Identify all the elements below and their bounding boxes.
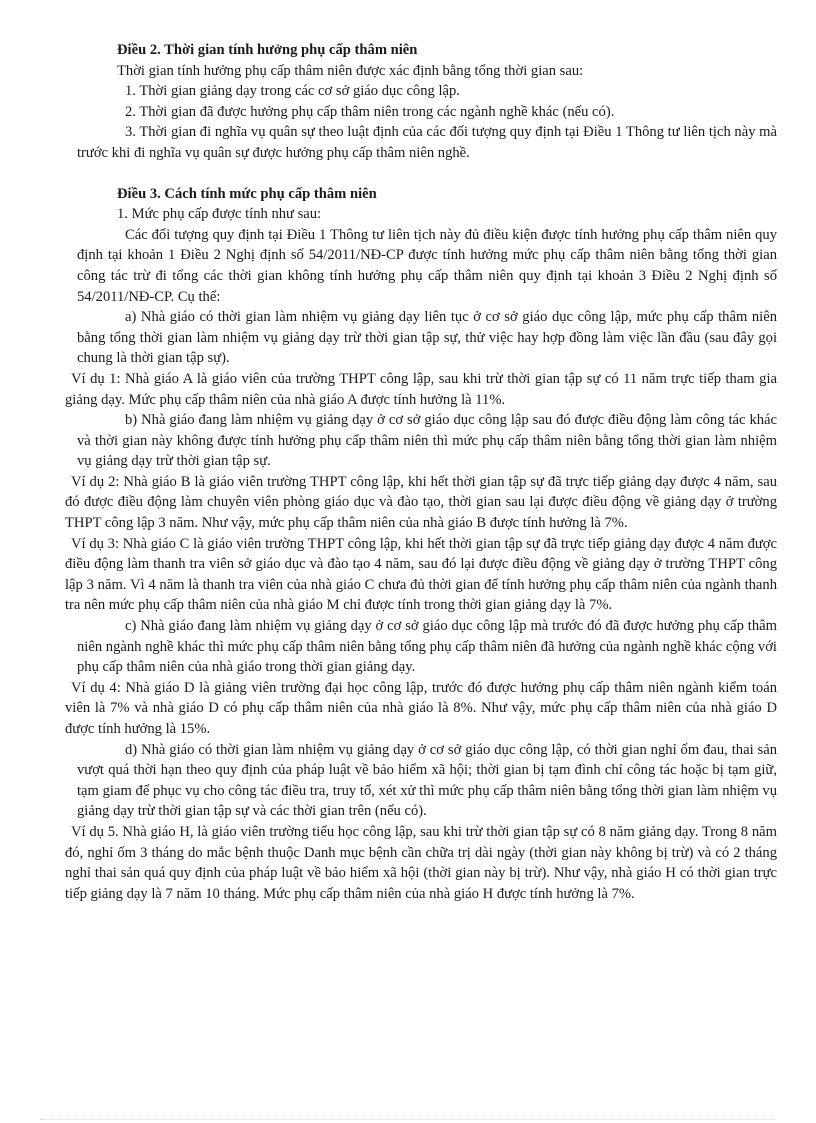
article-3-point-d: d) Nhà giáo có thời gian làm nhiệm vụ giảng dạy ở cơ sở giáo dục công lập, có thời gian nghỉ ốm đau, thai sản vượt quá thời hạn theo quy định của pháp luật về bảo hiểm xã hội; thời gian bị tạm đình chỉ công tác hoặc bị tạm giữ, tạm giam để phục vụ cho công tác điều tra, truy tố, xét xử thì mức phụ cấp thâm niên bằng tổng thời gian làm nhiệm vụ giảng dạy trừ thời gian tập sự và các thời gian trên (nếu có). <box>77 741 777 820</box>
article-2-heading: Điều 2. Thời gian tính hưởng phụ cấp thâm niên <box>117 42 418 58</box>
page-bottom-divider <box>40 1119 776 1120</box>
example-4: Ví dụ 4: Nhà giáo D là giảng viên trường đại học công lập, trước đó được hưởng phụ cấp thâm niên ngành kiểm toán viên là 7% và nhà giáo D có phụ cấp thâm niên của nhà giáo là 8%. Như vậy, mức phụ cấp thâm niên của nhà giáo D được tính hưởng là 15%. <box>65 679 777 737</box>
example-2: Ví dụ 2: Nhà giáo B là giáo viên trường THPT công lập, khi hết thời gian tập sự đã trực tiếp giảng dạy được 4 năm, sau đó được điều động làm chuyên viên phòng giáo dục và đào tạo, thời gian sau lại được điều động về giảng dạy ở trường THPT công lập 3 năm. Như vậy, mức phụ cấp thâm niên của nhà giáo B được tính hưởng là 7%. <box>65 473 777 532</box>
article-2-item-1: 1. Thời gian giảng dạy trong các cơ sở giáo dục công lập. <box>125 83 460 100</box>
article-3-general-rule: Các đối tượng quy định tại Điều 1 Thông tư liên tịch này đủ điều kiện được tính hưởng phụ cấp thâm niên quy định tại khoản 1 Điều 2 Nghị định số 54/2011/NĐ-CP được tính hưởng mức phụ cấp thâm niên bằng tổng thời gian công tác trừ đi tổng các thời gian không tính hưởng phụ cấp thâm niên quy định tại khoản 3 Điều 2 Nghị định số 54/2011/NĐ-CP. Cụ thể: <box>77 226 777 305</box>
article-2-intro: Thời gian tính hưởng phụ cấp thâm niên được xác định bằng tổng thời gian sau: <box>117 62 584 79</box>
article-3-point-a: a) Nhà giáo có thời gian làm nhiệm vụ giảng dạy liên tục ở cơ sở giáo dục công lập, mức phụ cấp thâm niên bằng tổng thời gian làm nhiệm vụ giảng dạy trừ thời gian tập sự, thử việc hay hợp đồng làm việc lần đầu (sau đây gọi chung là thời gian tập sự). <box>77 309 777 367</box>
article-2-item-3: 3. Thời gian đi nghĩa vụ quân sự theo luật định của các đối tượng quy định tại Điều 1 Thông tư liên tịch này mà trước khi đi nghĩa vụ quân sự được hưởng phụ cấp thâm niên nghề. <box>77 124 777 161</box>
article-3-point-b: b) Nhà giáo đang làm nhiệm vụ giảng dạy ở cơ sở giáo dục công lập sau đó được điều động làm công tác khác và thời gian này không được tính hưởng phụ cấp thâm niên thì mức phụ cấp thâm niên bằng tổng thời gian làm nhiệm vụ giảng dạy trừ thời gian tập sự. <box>77 412 777 470</box>
document-page <box>65 40 777 904</box>
example-5: Ví dụ 5. Nhà giáo H, là giáo viên trường tiểu học công lập, sau khi trừ thời gian tập sự có 8 năm giảng dạy. Trong 8 năm đó, nghỉ ốm 3 tháng do mắc bệnh thuộc Danh mục bệnh cần chữa trị dài ngày (thời gian này không bị trừ) và có 2 tháng nghỉ thai sản quá quy định của pháp luật về bảo hiểm xã hội (thời gian này bị trừ). Như vậy, nhà giáo H có thời gian trực tiếp giảng dạy là 7 năm 10 tháng. Mức phụ cấp thâm niên của nhà giáo H được tính hưởng là 7%. <box>65 823 777 902</box>
example-3: Ví dụ 3: Nhà giáo C là giáo viên trường THPT công lập, khi hết thời gian tập sự đã trực tiếp giảng dạy được 4 năm được điều động làm thanh tra viên sở giáo dục và đào tạo 4 năm, sau đó lại được điều động về giảng dạy ở trường THPT công lập 3 năm. Vì 4 năm là thanh tra viên của nhà giáo C chưa đủ thời gian để tính hưởng phụ cấp thâm niên của ngành thanh tra nên mức phụ cấp thâm niên của nhà giáo M chỉ được tính trong thời gian giảng dạy là 7%. <box>65 535 777 614</box>
article-3-subsection-1: 1. Mức phụ cấp được tính như sau: <box>117 206 322 223</box>
article-2-item-2: 2. Thời gian đã được hưởng phụ cấp thâm niên trong các ngành nghề khác (nếu có). <box>125 103 615 120</box>
article-3-point-c: c) Nhà giáo đang làm nhiệm vụ giảng dạy ở cơ sở giáo dục công lập mà trước đó đã được hưởng phụ cấp thâm niên ngành nghề khác thì mức phụ cấp thâm niên bằng tổng phụ cấp thâm niên đã hưởng của ngành nghề khác cộng với phụ cấp thâm niên của nhà giáo trong thời gian giảng dạy. <box>77 618 777 676</box>
example-1: Ví dụ 1: Nhà giáo A là giáo viên của trường THPT công lập, sau khi trừ thời gian tập sự có 11 năm trực tiếp tham gia giảng dạy. Mức phụ cấp thâm niên của nhà giáo A được tính hưởng là 11%. <box>65 370 777 408</box>
article-3-heading: Điều 3. Cách tính mức phụ cấp thâm niên <box>117 185 377 202</box>
